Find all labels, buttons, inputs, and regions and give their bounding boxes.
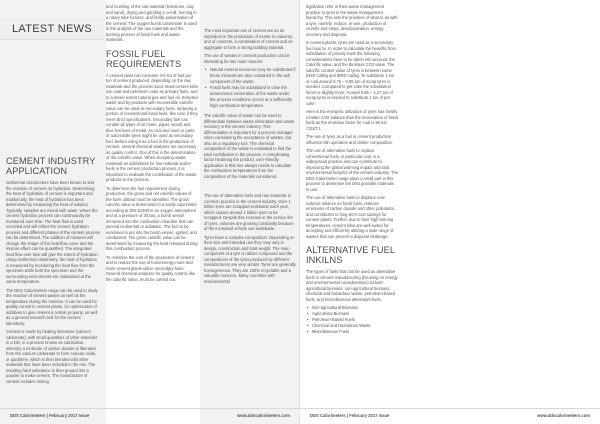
- page-title: LATEST NEWS: [12, 23, 92, 35]
- list-item: • Petroleum-Based Fuels: [306, 317, 398, 323]
- paragraph: The use of alternative fuels to replace conventional fuels, in particular coal, is a widespread practice and can contribute to improving the global warming impact and total environmental footprint of the cement industry. The DDS Calorimeter range plays a small part in this process to determine the best possible materials to use.: [306, 148, 398, 192]
- paragraph: Tyres have a complex composition. Depending on their size and intended use they may vary in design, construction and total weight. The main component of a tyre is rubber compound and the compositions of the tyres produced by different manufacturers are very similar. Tyres are generally homogeneous. They are 100% recyclable and a valuable resource. Many countries with environmental: [204, 234, 296, 284]
- paragraph: The use of tyres as a fuel in cement production influence kiln operation and clinker composition.: [306, 134, 393, 145]
- paragraph: Here is the energetic utilization of tyres has clearly a better CO2 balance than the incineration of fossil fuels as the emission factor for coal is 96 ton CO2/TJ.: [306, 109, 398, 131]
- list-item: • Fossil fuels may be substituted in case the autonomous incineration of the waste under the process conditions occurs at a sufficiently high combustion temperature.: [204, 85, 296, 109]
- section-heading-cement: CEMENT INDUSTRY APPLICATION: [6, 156, 96, 176]
- paragraph: legislation refer in their waste management practice to tyres in the waste management hierarchy. This sets the priorities of what to do with a tyre, namely: reduce, re-use, production of crumbs and strips, devulcanization, energy recovery and disposal.: [306, 4, 398, 37]
- paragraph: In cement plants, tyres are used as a secondary fuel source. In order to calculate the benefits from substitution of primary fuels the following considerations have to be taken into account: the Calorific value, and the Biomass CO2 value. The calorific content value of tyres is between some 6450 Cal/kg and 8000 Cal/kg. To substitute 1 ton of coal around 0.75 – 0.85 ton of scrap tyres is needed. Compared to pet coke the substitution factor is slightly more: Around 0.85 – 1.27 ton of scrap tyres is needed to substitute 1 ton of pet coke.: [306, 40, 396, 106]
- paragraph: The calorific value of waste can be used to differentiate between waste elimination and waste recovery in the cement industry. This differentiation is important for a process manager when considering the acceptance of wastes, but also as a regulatory tool. The chemical composition of the waste is evaluated to find the total contribution to the process. A complicating factor hindering the product, user-friendly application is that one always needs to calculate the combustion temperatures from the composition of the materials considered.: [204, 113, 295, 179]
- column-4: [306, 4, 398, 339]
- paragraph: Cement is made by heating limestone (calcium carbonate), with small quantities of other materials in a kiln, in a process known as calcination, whereby a molecule of carbon dioxide is liberated from the calcium carbonate to form calcium oxide, or quicklime, which is then blended with other materials that have been included in the mix. The resulting hard substance is then ground into a powder to make cement. The manufacture of cement includes mining: [6, 329, 98, 384]
- paragraph: The most important use of cement are as an ingredient in the production of mortar in masonry, and of concrete, a combination of cement and an aggregate to form a strong building material.: [204, 28, 293, 50]
- footer-website-link[interactable]: www.ddscalorimeters.com: [537, 413, 590, 418]
- paragraph: Isothermal calorimeters have been known to test the reaction of cement on hydration. Determining the heat of hydration of cement is important and traditionally, the heat of hydration has been determined by measuring the heat of solution. Typically, samples are mixed with water, where the cement hydration process can continuously be monitored over time. The heat flow is used recorded and will reflect the cement hydration process and different phases of the cement process can be determined. The addition of mixtures will change the shape of the heat flow curve and the mixture effect can be quantified. The integrated heat flow over time will give the extent of hydration. Using isothermal calorimetry, the heat of hydration is measured by monitoring the heat flow from the specimen while both the specimen and the surrounding environment are maintained at the same temperature.: [6, 180, 100, 284]
- section-heading-alternative-fuel: ALTERNATIVE FUEL INKILNS: [306, 245, 395, 265]
- footer: [0, 408, 300, 424]
- paragraph: The use of wastes in cement production can be interesting for two main reasons:: [204, 53, 290, 64]
- paragraph: A cement plant can consume 3-6 GJ of fuel per ton of cement produced, depending on the raw materials and the process used. Most cement kilns use coal and petroleum coke as primary fuels, and to a lesser extent natural gas and fuel oil. Selected waste and by-products with recoverable calorific value can be used as secondary fuels, replacing a portion of conventional fossil fuels, like coal, if they meet strict specifications. Secondary fuel can contain all types of oil (mine, paper, wood) and blue fractions of metal. As coal and used or parts of automobile tyres might be used as secondary fuel. Before using it as a fuel in the production of cement, several chemical analyses are necessary as quality control. One of this is the determination of the calorific value. When accepting waste materials as substitutes for raw material and/or fuels in the cement production process, it is important to evaluate the contribution of the waste products to the process.: [106, 72, 198, 182]
- footer-issue: DDS Calorimeters | February 2017 Issue: [10, 413, 90, 418]
- footer: [300, 408, 600, 424]
- section-heading-fossil-fuel: FOSSIL FUEL REQUIREMENTS: [106, 48, 182, 69]
- list-item: • Non-agricultural Biomass: [306, 305, 398, 311]
- list-item: • Miscellaneous Fuels: [306, 329, 398, 335]
- paragraph: The use of alternative fuels to displace coal reduces reliance on fossil fuels, reduces emissions of carbon dioxide and other pollutants, and contributes to long-term cost savings for cement plants. Further, due to their high burning temperatures, cement kilns are well-suited for accepting and efficiently utilizing a wide range of wastes that can present a disposal challenge.: [306, 195, 395, 239]
- paragraph: The types of fuels that can be used as alternative fuels in cement manufacturing (focusing on energy and environmental considerations) include: agricultural biomass, non-agricultural biomass, chemical and hazardous waste, petroleum-based fuels, and miscellaneous alternative fuels.: [306, 269, 398, 302]
- footer-issue: DDS Calorimeters | February 2017 Issue: [310, 413, 390, 418]
- paragraph: The use of alternative fuels and raw materials is common practice in the cement industry. Over 1 billion tyres are scrapped worldwide each year, which causes around 1 billion tyres to be scrapped. Despite this increase in the service life of tyres, volumes are growing constantly because of the increased vehicle use worldwide.: [204, 193, 294, 231]
- column-1: [6, 154, 100, 387]
- paragraph: The DDS Calorimeters range can be used to study the reaction of cement pastes as well as the temperature during the reaction. It can be used for quality control in cement plants, for optimization of additives to give cement a certain property, as well as a general research tool for the cement laboratory.: [6, 287, 98, 326]
- latest-news-banner: [0, 18, 104, 40]
- list-item: • Agricultural Biomass: [306, 311, 398, 317]
- column-3: [204, 28, 296, 287]
- paragraph: and crushing of the raw material (limestone, clay and sand), drying and grinding in a mill, burning in a rotary tube furnace, and finally pulverisation of the cement. The oxygen bomb calorimeter is used in the analysis of the raw materials and the burning process of fossil fuels and waste materials.: [106, 4, 197, 42]
- bullet-list: [204, 67, 296, 109]
- column-2: [106, 4, 198, 285]
- bullet-list: [306, 305, 398, 335]
- right-page: [300, 0, 600, 424]
- list-item: • Chemical and Hazardous Waste: [306, 323, 398, 329]
- list-item: • Natural mineral resources may be substituted if these minerals are also contained in the ash component of the waste.: [204, 67, 296, 85]
- paragraph: To minimize the cost of the production of cement and to reduce the use of fossil energy more and more cement plants utilize secondary fuels. Several chemical analyses for quality control, like the calorific value, must be carried out.: [106, 254, 196, 282]
- footer-website-link[interactable]: www.ddscalorimeters.com: [237, 413, 290, 418]
- paragraph: To determine the fuel requirement during production, the gross and net calorific values of the fuels utilized must be identified. The gross calorific value is determined in a bomb calorimeter according to DIN 51900 in an oxygen atmosphere and at a pressure of 30 bar; a bomb vessel immersed into the combustion chamber that can ascend isothermal or adiabatic. The fuel to be examined is put into the bomb vessel, ignited, and combusted. The gross calorific value can be determined by measuring the heat released during this combustion process.: [106, 185, 198, 251]
